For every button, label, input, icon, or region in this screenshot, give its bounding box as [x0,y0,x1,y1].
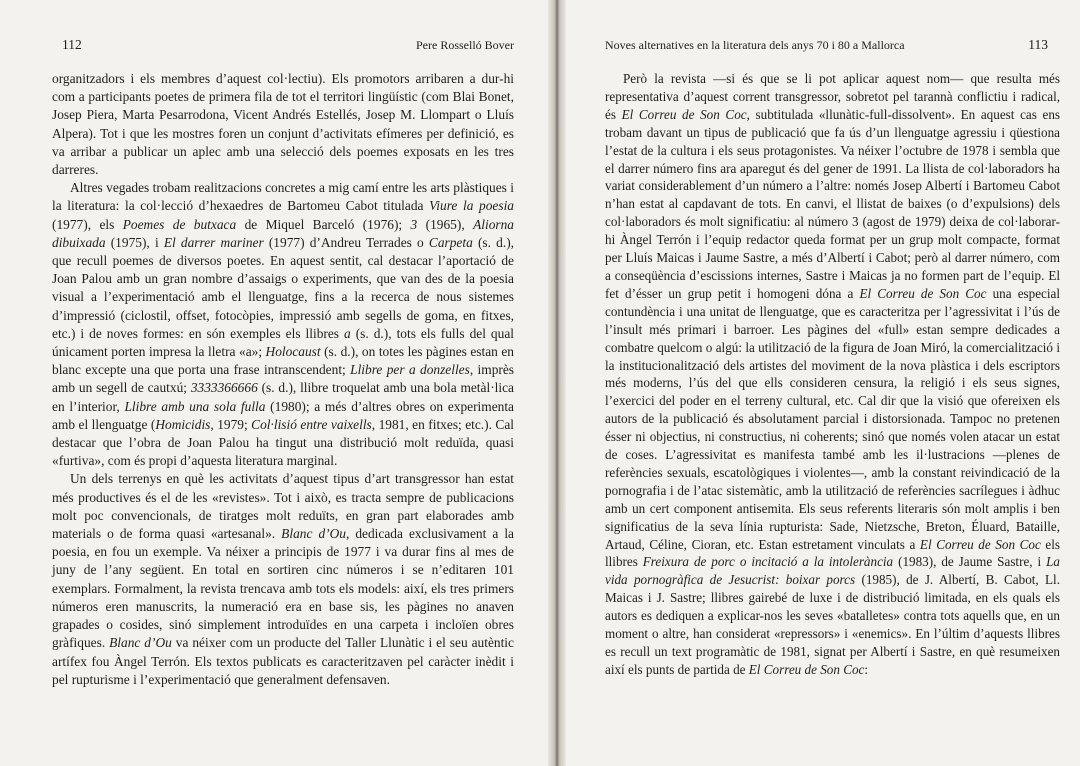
running-head [605,36,1060,54]
text-run: , subtitulada «llunàtic-full-dissolvent». En aquest cas ens trobam davant un tipus de publicació que fa ús d’un llenguatge agressiu i qüestiona l’estat de la cultura i els seus protagonistes. Va néixer l’octubre de 1978 i sembla que el darrer número fins ara aparegut és del gener de 1991. La llista de col·laboradors ha variat considerablement d’un número a l’altre: només Josep Albertí i Bartomeu Cabot n’han estat al capdavant de tots. En canvi, el llistat de baixes (o d’expulsions) dels col·laboradors és molt significatiu: al número 3 (agost de 1979) deixa de col·laborar-hi Àngel Terrón i l’equip redactor queda format per un grup molt compacte, format per Lluís Maicas i Jaume Sastre, a més d’Albertí i Cabot; però al darrer número, com a conseqüència d’escissions internes, Sastre i Maicas ja no formen part de l’equip. El fet d’ésser un grup petit i homogeni dóna a [605,106,1060,301]
paragraph [52,70,514,179]
text-run: Altres vegades trobam realitzacions concretes a mig camí entre les arts plàstiques i la literatura: la col·lecció d’hexaedres de Bartomeu Cabot titulada [52,180,514,214]
text-run: (1965), [417,216,474,232]
italic-title: Blanc d’Ou [109,635,172,651]
italic-title: 3 [410,216,418,232]
italic-title: Llibre amb una sola fulla [124,398,266,414]
page-number: 113 [1028,37,1048,52]
page-body [52,70,514,689]
italic-title: El Correu de Son Coc [919,536,1041,552]
italic-title: La vida pornogràfica de Jesucrist: boixar porcs [605,554,1060,588]
book-gutter [548,0,566,766]
text-run: organitzadors i els membres d’aquest col·lectiu). Els promotors arribaren a dur-hi com a participants poetes de primera fila de tot el territori lingüístic (com Blai Bonet, Josep Piera, Marta Pesarrodona, Vicent Andrés Estellés, Josep M. Llompart o Lluís Alpera). Tot i que les mostres foren un conjunt d’activitats efímeres per definició, es va arribar a publicar un aplec amb una selecció dels poemes exposats en les tres darreres. [52,71,514,178]
text-run: (s. d.), on totes les pàgines estan en blanc excepte una que porta una frase intranscendent; [52,344,514,378]
running-title: Pere Rosselló Bover [416,38,514,52]
text-run: (1985), de J. Albertí, B. Cabot, Ll. Maicas i J. Sastre; llibres gairebé de luxe i de distribució limitada, en els quals els autors es dediquen a explicar-nos les seves «batalletes» contra tots aquells que, en un moment o altre, han considerat «repressors» i «enemics». En l’últim d’aquests llibres es recull un text programàtic de 1981, signat per Albertí i Sastre, en què resumeixen així els punts de partida de [605,572,1060,677]
italic-title: El Correu de Son Coc [621,106,747,122]
text-run: Un dels terrenys en què les activitats d’aquest tipus d’art transgressor han estat més productives és el de les «revistes». Tot i això, es tracta sempre de publicacions molt poc convencionals, de tiratges molt reduïts, en gran part elaborades amb materials o de forma quasi «artesanal». [52,471,514,542]
italic-title: Viure la poesia [429,198,514,214]
italic-title: Freixura de porc o incitació a la intolerància [642,554,894,570]
text-run: els llibres [605,536,1061,570]
text-run: (s. d.), tots els fulls del qual únicament porten impresa la lletra «a»; [52,325,514,360]
paragraph [605,70,1060,679]
left-page [52,36,514,689]
text-run: va néixer com un producte del Taller Llunàtic i el seu autèntic artífex fou Àngel Terrón. Els textos publicats es caracteritzaven pel caràcter inèdit i pel rupturisme i l’experimentació que generalment defensaven. [52,635,514,687]
italic-title: Blanc d’Ou [281,526,346,542]
text-run: : [864,661,869,677]
text-run: , 1979; [210,416,252,432]
italic-title: El Correu de Son Coc [859,285,987,301]
italic-title: Aliorna dibuixada [52,216,514,250]
italic-title: Llibre per a donzelles [350,362,470,378]
text-run: (1975), i [105,234,164,250]
right-page [605,36,1060,679]
text-run: , dedicada exclusivament a la poesia, en fou un exemple. Va néixer a principis de 1977 i va durar fins al mes de juny de l’any següent. En total en sortiren cinc números i se n’editaren 101 exemplars. Formalment, la revista trencava amb tots els models: així, els tres primers números eren manuscrits, la numeració era en base sis, les pàgines no anaven grapades o cosides, sinó simplement introduïdes en una carpeta i incloïen obres gràfiques. [52,526,514,651]
italic-title: Col·lisió entre vaixells [251,416,372,432]
running-title: Noves alternatives en la literatura dels anys 70 i 80 a Mallorca [605,38,905,52]
text-run: , 1981, en fitxes; etc.). Cal destacar que l’obra de Joan Palou ha tingut una distribució molt reduïda, quasi «furtiva», com és propi d’aquesta literatura marginal. [52,416,515,469]
page-body [605,70,1060,679]
italic-title: Homicidis [155,416,211,432]
text-run: (1977) d’Andreu Terrades o [263,234,429,250]
italic-title: El Correu de Son Coc [748,661,865,677]
text-run: , imprès amb un segell de cautxú; [52,362,514,396]
text-run: (1977), els [52,216,123,232]
text-run: (s. d.), llibre troquelat amb una bola metàl·lica en l’interior, [52,380,514,414]
running-head [52,36,514,54]
page-number: 112 [62,37,82,52]
text-run: de Miquel Barceló (1976); [236,216,411,232]
text-run: Però la revista —si és que se li pot aplicar aquest nom— que resulta més representativa d’aquest corrent transgressor, sobretot pel tarannà conflictiu i radical, és [605,71,1060,122]
text-run: (s. d.), que recull poemes de diversos poetes. En aquest sentit, cal destacar l’aportació de Joan Palou amb un gran nombre d’assaigs o experiments, que van des de la poesia visual a l’experimentació amb el llenguatge, fins a la recerca de nous sistemes d’impressió (ciclostil, offset, fotocòpies, impressió amb segells de goma, en fitxes, etc.) i de noves formes: en són exemples els llibres [52,234,514,341]
paragraph [52,470,514,688]
italic-title: Carpeta [428,234,473,250]
paragraph [52,179,514,470]
italic-title: Poemes de butxaca [122,216,237,232]
italic-title: El darrer mariner [163,234,264,250]
text-run: una especial contundència i una unitat de llenguatge, que es caracteritza per l’agressivitat i l’ús de l’insult més primari i barroer. Les pàgines del «full» estan sempre dedicades a combatre quelcom o algú: la utilització de la figura de Joan Miró, la comercialització i la institucionalització dels artistes del moviment de la nova plàstica i dels escriptors més moderns, l’ús del que ells consideren censura, la religió i els seus signes, l’exercici del poder en el terreny cultural, etc. Cal dir que la visió que ofereixen els autors de la publicació és absolutament parcial i distorsionada. Tampoc no pretenen ésser ni objectius, ni constructius, ni coherents; sinó que només volen atacar un estat de coses. L’agressivitat es manifesta també amb les il·lustracions —plenes de referències sexuals, escatològiques i violentes—, amb la constant reivindicació de la pornografia i de l’atac sistemàtic, amb la utilització de referències sacrílegues i àdhuc amb un cert component antisemita. Els seus referents literaris són molt amplis i ben significatius de la seva línia rupturista: Sade, Nietzsche, Breton, Éluard, Bataille, Artaud, Céline, Cioran, etc. Estan estretament vinculats a [605,285,1061,552]
italic-title: a [344,325,351,341]
italic-title: 3333366666 [190,380,258,396]
text-run: (1983), de Jaume Sastre, i [893,554,1047,570]
text-run: (1980); a més d’altres obres on experimenta amb el llenguatge ( [52,398,514,432]
italic-title: Holocaust [265,344,321,360]
